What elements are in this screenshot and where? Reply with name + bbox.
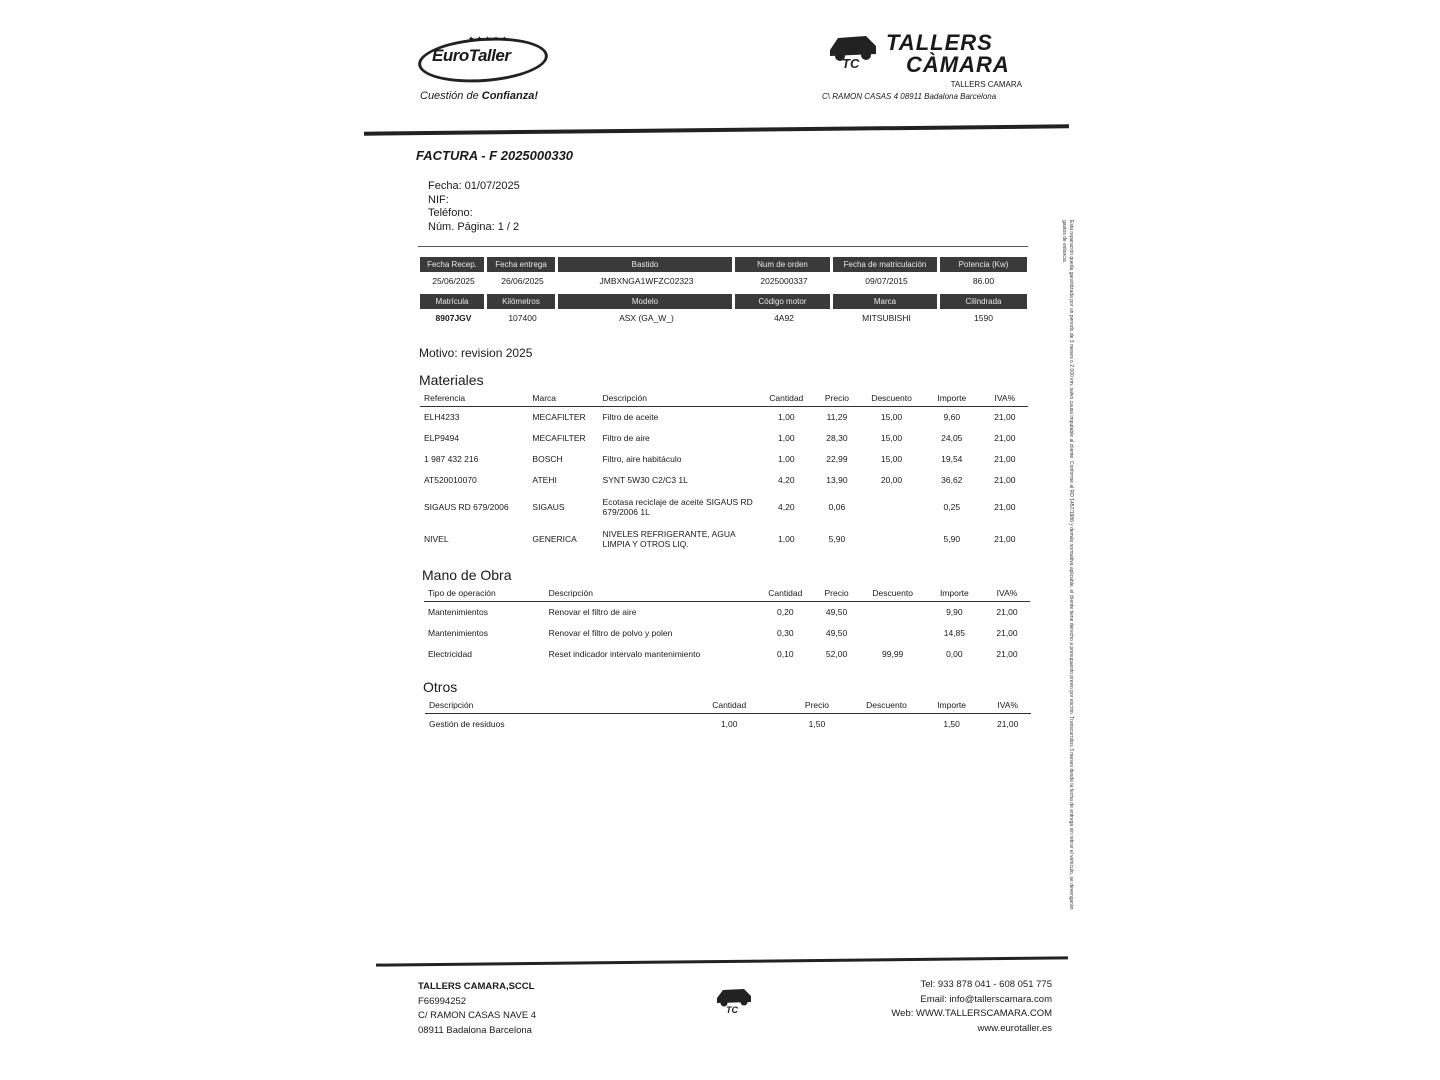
cell: 13,90: [826, 475, 848, 485]
cell: 49,50: [825, 628, 848, 638]
vehicle-header: Num de orden: [735, 257, 833, 272]
table-row: [424, 602, 1030, 623]
col-header: Marca: [528, 390, 598, 407]
table-row: [424, 644, 1030, 665]
col-header: Importe: [919, 697, 985, 714]
cell: 1 987 432 216: [424, 454, 479, 464]
vehicle-header: Fecha Recep.: [420, 257, 487, 272]
tallers-name-line1: TALLERS: [886, 30, 993, 55]
vehicle-value: 25/06/2025: [432, 276, 475, 286]
otros-table: [425, 697, 1031, 735]
vehicle-header: Modelo: [558, 294, 735, 309]
cell: SIGAUS: [532, 501, 565, 512]
cell: 21,00: [994, 533, 1016, 544]
client-divider: [418, 246, 1028, 247]
vehicle-value: 107400: [508, 313, 537, 323]
cell: 0,30: [777, 628, 794, 638]
client-nif: NIF:: [428, 193, 449, 206]
tallers-camara-logo: [822, 28, 1026, 108]
footer-web-eurotaller: www.eurotaller.es: [977, 1022, 1052, 1034]
table-row: [420, 470, 1028, 491]
cell: 14,85: [943, 628, 965, 638]
cell: [861, 623, 925, 644]
car-badge-icon: [826, 28, 880, 70]
footer-city: 08911 Badalona Barcelona: [418, 1024, 532, 1036]
cell: [854, 714, 919, 735]
page-number: Núm. Página: 1 / 2: [428, 220, 520, 233]
col-header: Cantidad: [760, 390, 813, 407]
cell: 24,05: [941, 433, 963, 443]
footer-web: Web: WWW.TALLERSCAMARA.COM: [891, 1008, 1052, 1019]
cell: 21,00: [997, 719, 1019, 730]
vehicle-header: Fecha entrega: [487, 257, 558, 272]
col-header: Descripción: [599, 390, 760, 407]
cell: 11,29: [826, 412, 848, 423]
footer-nif: F66994252: [418, 995, 467, 1007]
legal-side-text: Esta reparación queda garantizada por un periodo de 3 meses o 2.000 km, salvo causa imputable al cliente. Conforme al RD 1457/1986 y demás normativa aplicable, el cliente tiene derecho a presupuesto previo por escrito. Transcurridos 3 meses desde la fecha de entrega sin retirar el vehículo, se devengarán gastos de estancia.: [1061, 220, 1074, 910]
vehicle-header-row-2: [420, 294, 1027, 309]
cell: 1,50: [943, 719, 960, 730]
col-header: IVA%: [982, 390, 1028, 407]
vehicle-value: 8907JGV: [435, 313, 472, 323]
cell: 0,10: [777, 649, 794, 659]
cell: 1,00: [778, 454, 795, 464]
vehicle-header: Potencia (Kw): [940, 257, 1027, 272]
cell: 0,06: [828, 501, 846, 512]
cell: 21,00: [994, 501, 1016, 512]
cell: AT520010070: [424, 475, 477, 485]
table-row: [420, 491, 1028, 523]
cell: GENERICA: [532, 533, 577, 544]
materiales-table: [420, 390, 1028, 555]
col-header: Tipo de operación: [424, 585, 545, 602]
cell: ELH4233: [424, 412, 460, 423]
cell: 15,00: [880, 454, 903, 464]
vehicle-header-row-1: [420, 257, 1027, 272]
eurotaller-stars-icon: ★★★★★: [468, 36, 510, 43]
vehicle-header: Código motor: [735, 294, 833, 309]
col-header: Cantidad: [758, 585, 812, 602]
cell: 1,00: [778, 433, 795, 443]
cell: 4,20: [778, 501, 795, 512]
cell: Gestión de residuos: [429, 719, 505, 730]
cell: 36,62: [941, 475, 963, 485]
cell: 15,00: [880, 433, 903, 443]
cell: 1,00: [720, 719, 738, 730]
mano-obra-title: Mano de Obra: [422, 567, 512, 583]
vehicle-header: Bastido: [558, 257, 735, 272]
col-header: Descripción: [545, 585, 758, 602]
col-header: Descuento: [861, 390, 922, 407]
table-row: [424, 623, 1030, 644]
cell: 28,30: [826, 433, 848, 443]
cell: 22,99: [826, 454, 848, 464]
table-row: [420, 428, 1028, 449]
vehicle-header: Marca: [833, 294, 940, 309]
footer-car-badge-icon: [714, 984, 754, 1014]
cell: 19,54: [941, 454, 963, 464]
header-divider: [364, 124, 1069, 135]
invoice-title: FACTURA - F 2025000330: [416, 148, 574, 163]
footer-phone: Tel: 933 878 041 - 608 051 775: [920, 979, 1052, 990]
cell: NIVELES REFRIGERANTE, AGUA LIMPIA Y OTROS LIQ.: [602, 528, 736, 549]
table-row: [425, 714, 1031, 735]
cell: 21,00: [996, 628, 1018, 638]
footer-company-name: TALLERS CAMARA,SCCL: [418, 981, 535, 992]
svg-text:TC: TC: [726, 1005, 738, 1014]
cell: Electricidad: [428, 649, 472, 659]
cell: SIGAUS RD 679/2006: [424, 501, 509, 512]
tallers-subtitle: TALLERS CAMARA: [950, 80, 1022, 89]
col-header: Descripción: [425, 697, 679, 714]
cell: 21,00: [996, 649, 1018, 659]
eurotaller-logo: [418, 38, 548, 118]
cell: [861, 523, 922, 555]
cell: 21,00: [996, 607, 1018, 618]
col-header: Cantidad: [679, 697, 780, 714]
col-header: Precio: [813, 390, 861, 407]
cell: ELP9494: [424, 433, 459, 443]
vehicle-value: 86.00: [972, 276, 995, 286]
vehicle-value: 2025000337: [760, 276, 808, 286]
tallers-name-line2: CÀMARA: [906, 52, 1010, 77]
cell: 1,50: [808, 719, 826, 730]
cell: Filtro de aceite: [602, 412, 659, 423]
client-info: [428, 180, 520, 234]
cell: MECAFILTER: [532, 412, 586, 423]
mano-obra-table: [424, 585, 1030, 665]
otros-title: Otros: [423, 679, 458, 695]
cell: Ecotasa reciclaje de aceite SIGAUS RD 679/2006 1L: [602, 496, 753, 517]
cell: [861, 602, 925, 623]
vehicle-header: Cilindrada: [940, 294, 1027, 309]
cell: 1,00: [778, 412, 795, 423]
materiales-header-row: [420, 390, 1028, 407]
cell: 99,99: [882, 649, 904, 659]
vehicle-value: 09/07/2015: [865, 276, 908, 286]
materiales-title: Materiales: [419, 372, 484, 388]
cell: Filtro de aire: [602, 433, 650, 443]
vehicle-value-row-1: [420, 272, 1027, 290]
eurotaller-name: EuroTaller: [432, 46, 511, 65]
cell: Filtro, aire habitáculo: [602, 454, 682, 464]
cell: 9,90: [946, 607, 963, 618]
vehicle-value-row-2: [420, 309, 1027, 327]
cell: BOSCH: [532, 454, 563, 464]
tallers-address: C\ RAMON CASAS 4 08911 Badalona Barcelona: [822, 92, 997, 101]
col-header: Descuento: [861, 585, 925, 602]
table-row: [420, 449, 1028, 470]
vehicle-value: JMBXNGA1WFZC02323: [599, 276, 694, 286]
cell: SYNT 5W30 C2/C3 1L: [602, 475, 688, 485]
vehicle-header: Kilómetros: [487, 294, 558, 309]
vehicle-info-grid: [420, 257, 1027, 327]
col-header: Importe: [925, 585, 984, 602]
cell: Renovar el filtro de polvo y polen: [548, 628, 673, 638]
col-header: IVA%: [984, 585, 1030, 602]
col-header: IVA%: [984, 697, 1031, 714]
mano-obra-header-row: [424, 585, 1030, 602]
cell: 5,90: [943, 533, 961, 544]
client-phone: Teléfono:: [428, 207, 473, 219]
cell: 52,00: [825, 649, 848, 659]
cell: 0,00: [946, 649, 963, 659]
table-row: [420, 407, 1028, 428]
footer-company: [418, 980, 536, 1038]
cell: 9,60: [943, 412, 961, 423]
col-header: Precio: [813, 585, 861, 602]
cell: 20,00: [880, 475, 903, 485]
invoice-date: Fecha: 01/07/2025: [428, 180, 520, 192]
table-row: [420, 523, 1028, 555]
vehicle-value: 1590: [974, 313, 993, 323]
col-header: Importe: [922, 390, 982, 407]
vehicle-value: 26/06/2025: [501, 276, 544, 286]
vehicle-value: ASX (GA_W_): [619, 313, 674, 323]
footer-address: C/ RAMON CASAS NAVE 4: [418, 1010, 537, 1021]
vehicle-value: MITSUBISHI: [862, 313, 911, 323]
cell: ATEHI: [532, 475, 557, 485]
vehicle-header: Matrícula: [420, 294, 487, 309]
visit-reason: Motivo: revision 2025: [419, 346, 533, 360]
cell: 0,25: [943, 501, 961, 512]
cell: 21,00: [994, 475, 1016, 485]
cell: 1,00: [778, 533, 795, 544]
cell: 0,20: [777, 607, 794, 618]
cell: Mantenimientos: [428, 628, 489, 638]
footer-email: Email: info@tallerscamara.com: [920, 993, 1052, 1005]
cell: NIVEL: [424, 533, 449, 544]
vehicle-header: Fecha de matriculación: [833, 257, 940, 272]
cell: Renovar el filtro de aire: [548, 607, 637, 618]
cell: Mantenimientos: [428, 607, 489, 618]
col-header: Referencia: [420, 390, 528, 407]
cell: 49,50: [825, 607, 848, 618]
otros-header-row: [425, 697, 1031, 714]
col-header: Descuento: [854, 697, 919, 714]
vehicle-value: 4A92: [774, 313, 794, 323]
cell: 4,20: [778, 475, 795, 485]
cell: 5,90: [828, 533, 846, 544]
cell: 21,00: [994, 412, 1016, 423]
cell: [861, 491, 922, 523]
eurotaller-slogan: Cuestión de Confianza!: [420, 90, 538, 102]
footer-contact: [860, 978, 1052, 1036]
cell: MECAFILTER: [532, 433, 586, 443]
col-header: Precio: [780, 697, 854, 714]
cell: Reset indicador intervalo mantenimiento: [548, 649, 701, 659]
footer-divider: [376, 956, 1068, 966]
cell: 21,00: [994, 454, 1016, 464]
cell: 15,00: [880, 412, 903, 423]
cell: 21,00: [994, 433, 1016, 443]
svg-text:TC: TC: [842, 56, 860, 70]
